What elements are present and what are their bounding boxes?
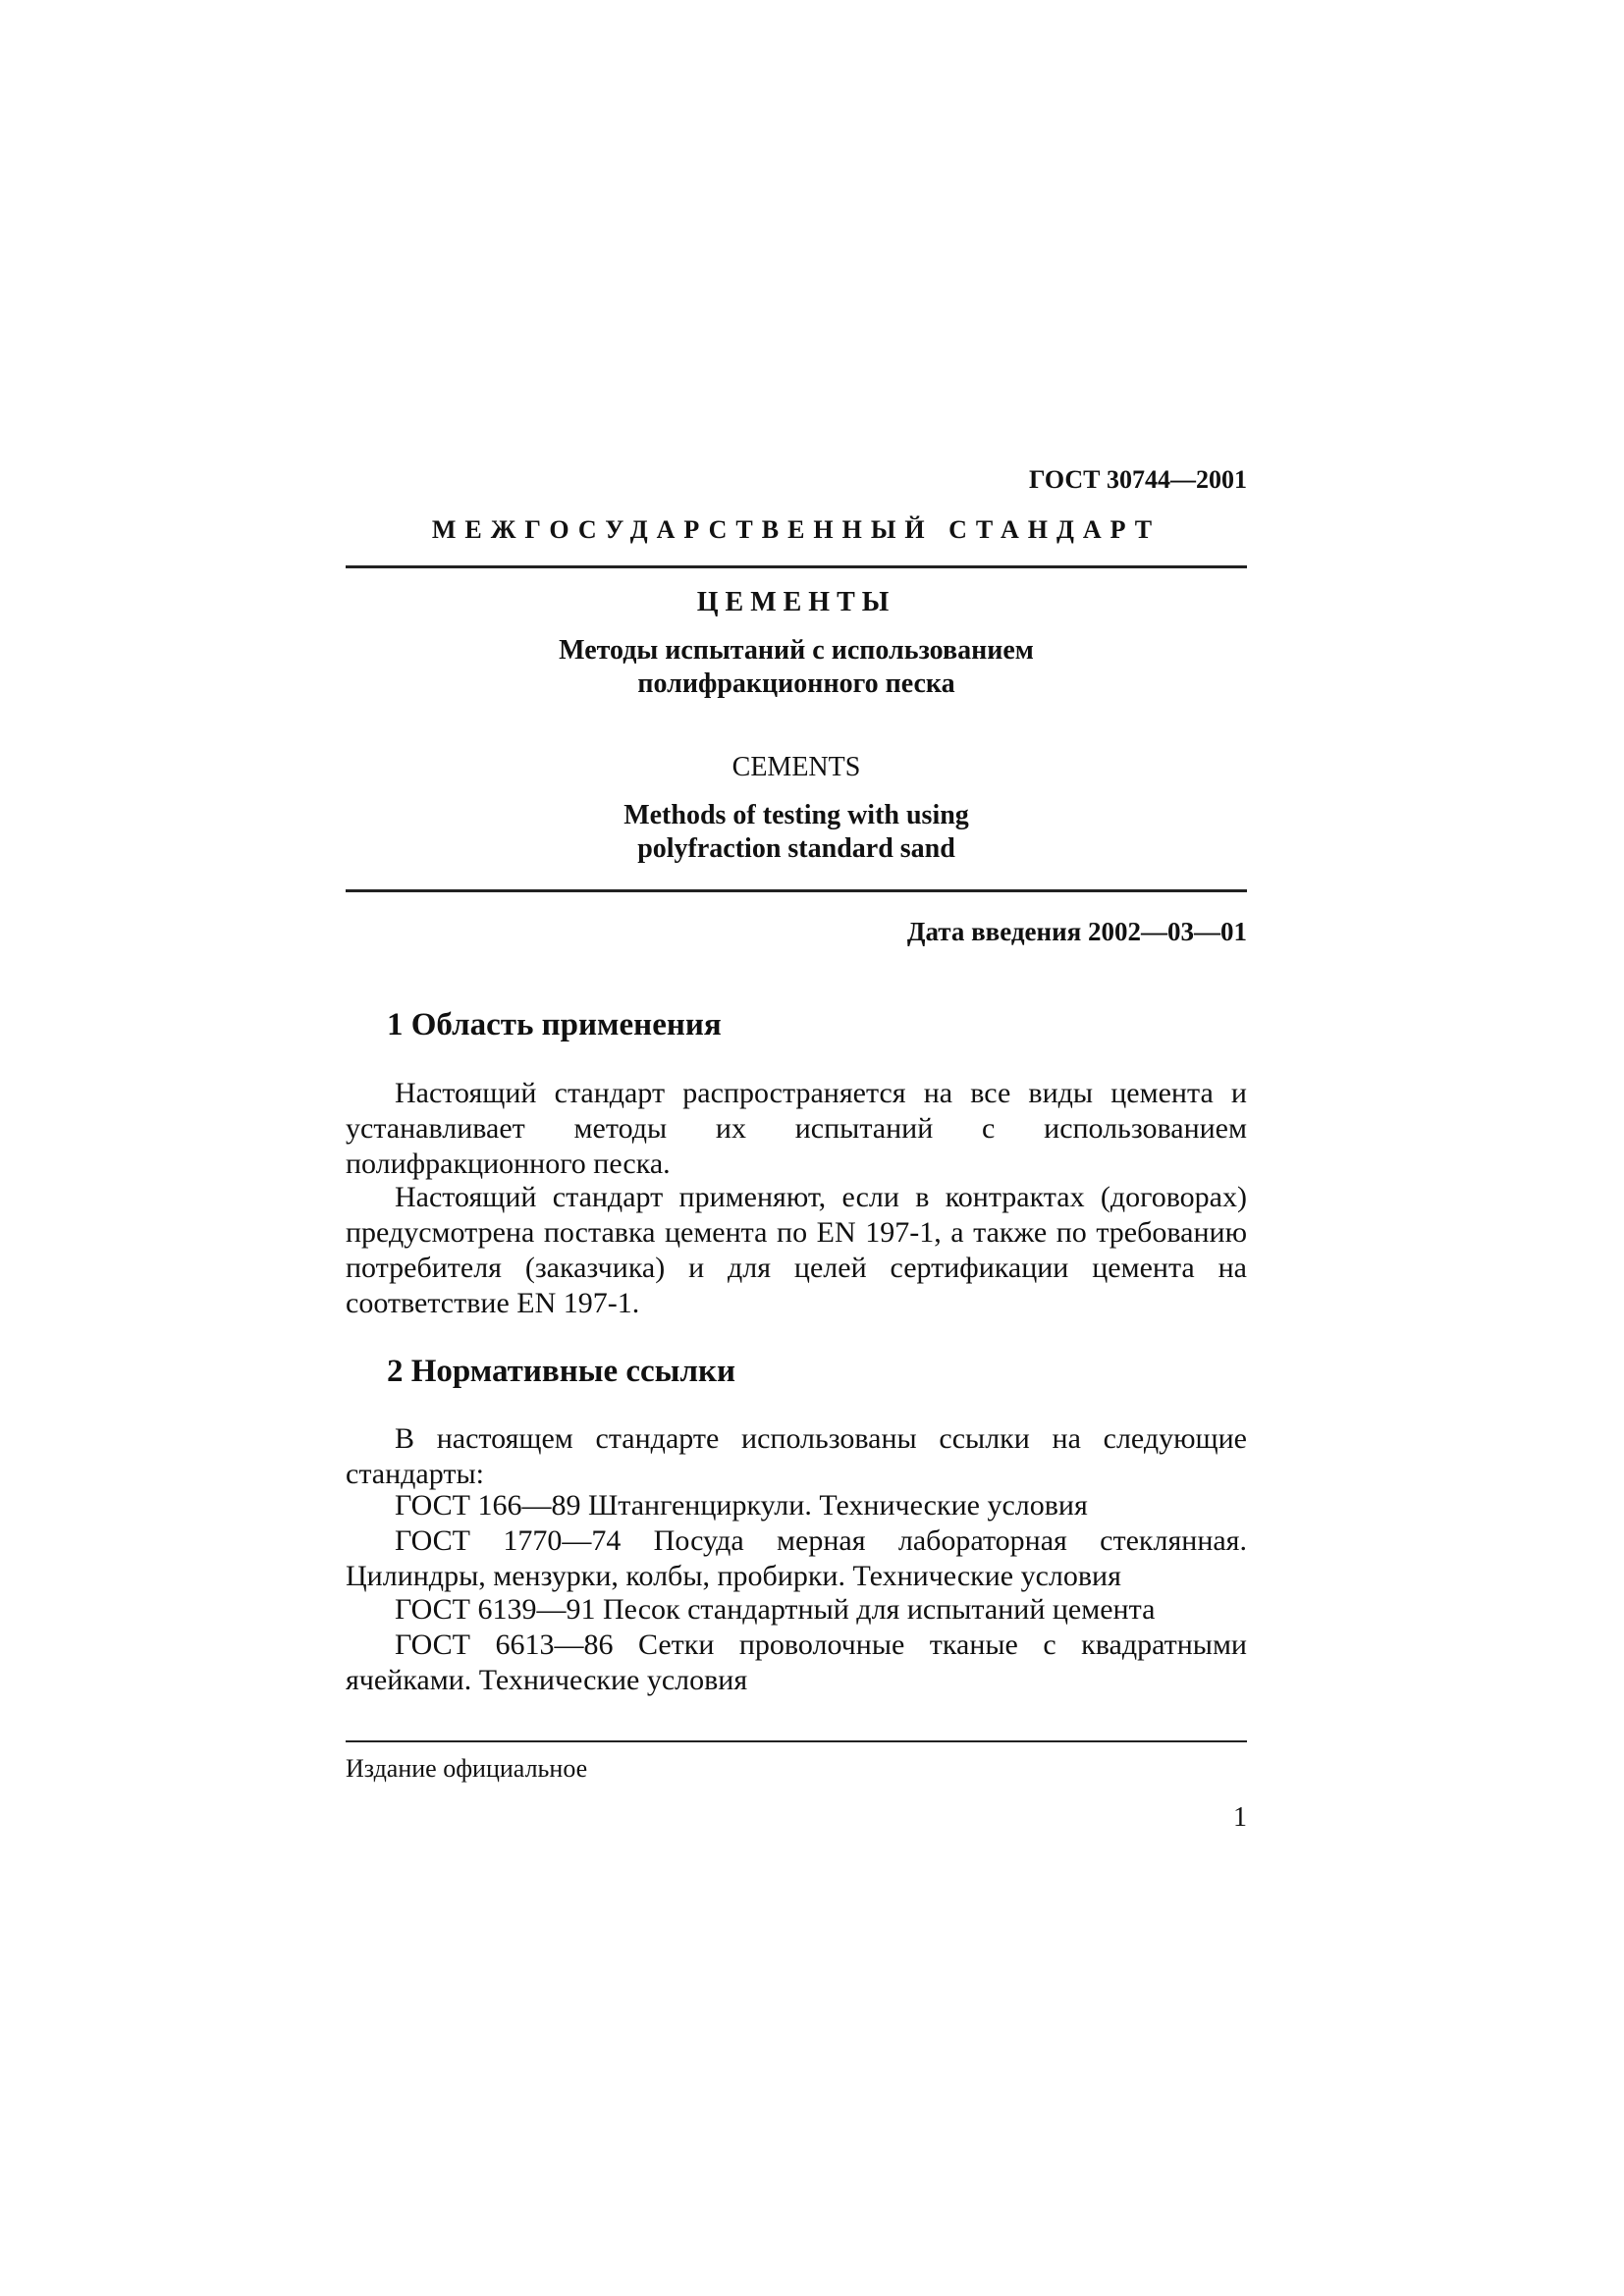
middle-divider xyxy=(346,889,1247,892)
reference-item: ГОСТ 6139—91 Песок стандартный для испытаний цемента xyxy=(395,1593,1156,1626)
references-intro: В настоящем стандарте использованы ссылки на следующие стандарты: xyxy=(346,1422,1247,1490)
reference-item: ГОСТ 166—89 Штангенциркули. Технические условия xyxy=(395,1489,1088,1522)
section-heading-references: 2 Нормативные ссылки xyxy=(387,1354,735,1389)
top-divider xyxy=(346,565,1247,568)
scope-paragraph-1: Настоящий стандарт распространяется на все виды цемента и устанавливает методы их испытаний с использованием полифракционного песка. xyxy=(346,1077,1247,1180)
subtitle-ru xyxy=(346,634,1247,701)
footer-divider xyxy=(346,1740,1247,1742)
subtitle-en-line-1: Methods of testing with using xyxy=(623,800,969,830)
document-page xyxy=(346,0,1247,2296)
page-number: 1 xyxy=(1233,1802,1247,1833)
title-en: CEMENTS xyxy=(731,752,861,782)
edition-note: Издание официальное xyxy=(346,1754,588,1783)
title-ru: ЦЕМЕНТЫ xyxy=(696,587,896,617)
subtitle-ru-line-2: полифракционного песка xyxy=(637,668,955,699)
reference-item: ГОСТ 6613—86 Сетки проволочные тканые с квадратными ячейками. Технические условия xyxy=(346,1629,1247,1696)
standard-type-heading: МЕЖГОСУДАРСТВЕННЫЙ СТАНДАРТ xyxy=(431,515,1162,544)
reference-item: ГОСТ 1770—74 Посуда мерная лабораторная стеклянная. Цилиндры, мензурки, колбы, пробирки. Технические условия xyxy=(346,1524,1247,1592)
scope-paragraph-2: Настоящий стандарт применяют, если в контрактах (договорах) предусмотрена поставка цемента по EN 197-1, а также по требованию потребителя (заказчика) и для целей сертификации цемента на соответствие EN 197-1. xyxy=(346,1181,1247,1319)
section-heading-scope: 1 Область применения xyxy=(387,1007,722,1042)
document-code: ГОСТ 30744—2001 xyxy=(1028,465,1247,494)
subtitle-en xyxy=(346,799,1247,866)
subtitle-en-line-2: polyfraction standard sand xyxy=(637,833,955,864)
subtitle-ru-line-1: Методы испытаний с использованием xyxy=(559,635,1034,666)
introduction-date: Дата введения 2002—03—01 xyxy=(906,917,1247,946)
